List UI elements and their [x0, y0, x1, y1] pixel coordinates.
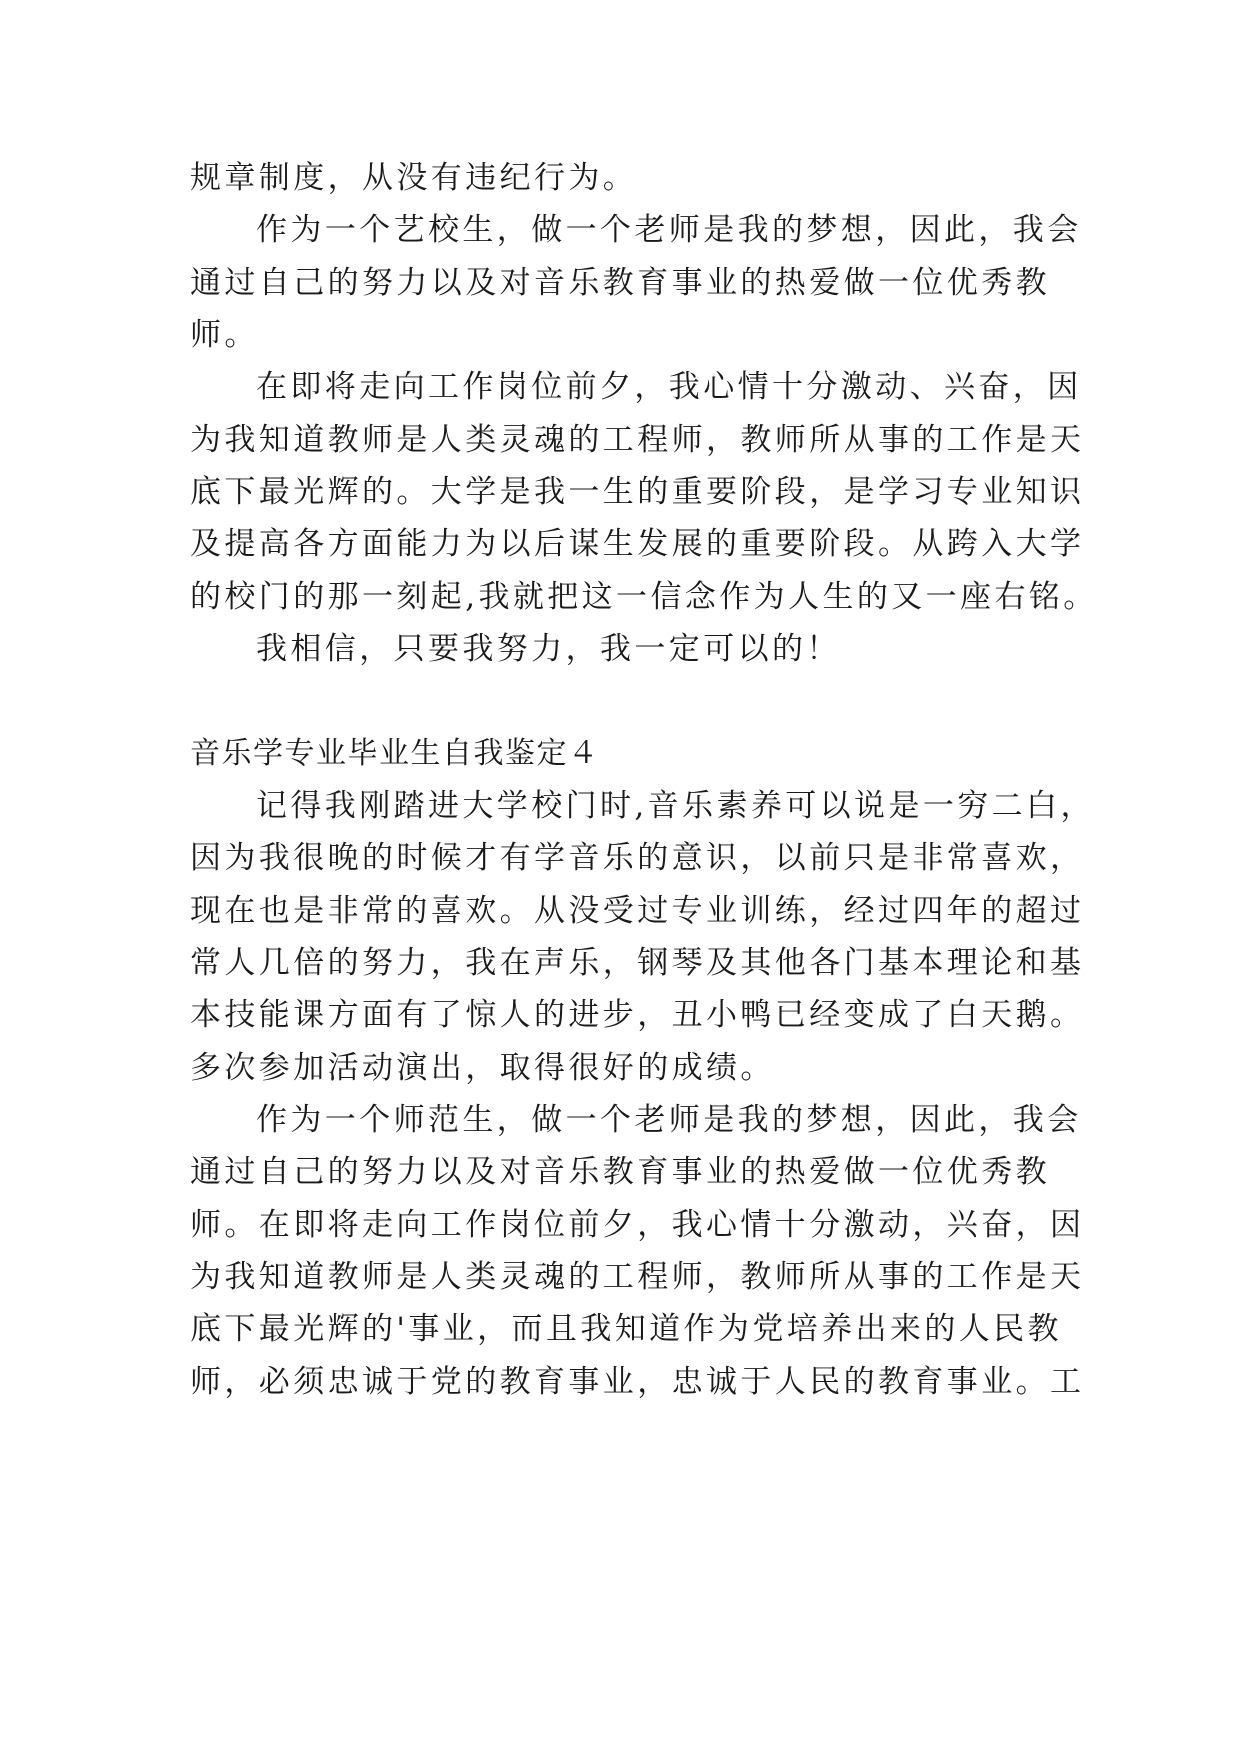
text-line: 为我知道教师是人类灵魂的工程师，教师所从事的工作是天 [190, 422, 1085, 458]
text-line: 的校门的那一刻起,我就把这一信念作为人生的又一座右铭。 [190, 579, 1098, 615]
text-line: 为我知道教师是人类灵魂的工程师，教师所从事的工作是天 [190, 1259, 1085, 1295]
text-line: 本技能课方面有了惊人的进步，丑小鸭已经变成了白天鹅。 [190, 997, 1085, 1033]
text-line: 现在也是非常的喜欢。从没受过专业训练，经过四年的超过 [190, 893, 1085, 929]
text-line: 底下最光辉的'事业，而且我知道作为党培养出来的人民教 [190, 1311, 1062, 1347]
text-line: 作为一个师范生，做一个老师是我的梦想，因此，我会 [256, 1102, 1082, 1138]
text-line: 多次参加活动演出，取得很好的成绩。 [190, 1050, 775, 1086]
text-line: 因为我很晚的时候才有学音乐的意识，以前只是非常喜欢， [190, 840, 1085, 876]
text-line: 师，必须忠诚于党的教育事业，忠诚于人民的教育事业。工 [190, 1364, 1085, 1400]
text-line: 我相信，只要我努力，我一定可以的！ [256, 631, 841, 667]
text-line: 记得我刚踏进大学校门时,音乐素养可以说是一穷二白， [256, 788, 1095, 824]
text-line: 在即将走向工作岗位前夕，我心情十分激动、兴奋，因 [256, 369, 1082, 405]
text-line: 及提高各方面能力为以后谋生发展的重要阶段。从跨入大学 [190, 526, 1085, 562]
section-heading: 音乐学专业毕业生自我鉴定４ [190, 736, 600, 771]
text-line: 通过自己的努力以及对音乐教育事业的热爱做一位优秀教 [190, 265, 1050, 301]
text-line: 底下最光辉的。大学是我一生的重要阶段，是学习专业知识 [190, 474, 1085, 510]
text-line: 常人几倍的努力，我在声乐，钢琴及其他各门基本理论和基 [190, 945, 1085, 981]
text-line: 规章制度，从没有违纪行为。 [190, 160, 638, 196]
text-line: 师。在即将走向工作岗位前夕，我心情十分激动，兴奋，因 [190, 1207, 1085, 1243]
text-line: 师。 [190, 317, 259, 353]
text-line: 作为一个艺校生，做一个老师是我的梦想，因此，我会 [256, 212, 1082, 248]
text-line: 通过自己的努力以及对音乐教育事业的热爱做一位优秀教 [190, 1154, 1050, 1190]
